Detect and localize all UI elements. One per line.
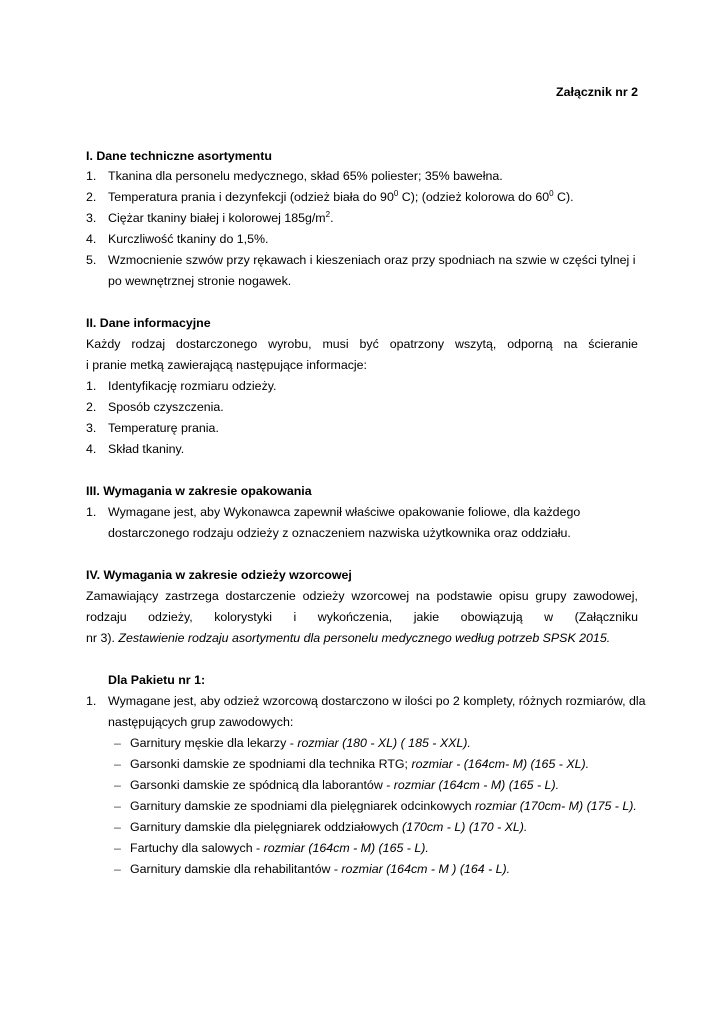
item-text: Temperaturę prania.: [108, 421, 219, 435]
dash-item-text: [130, 841, 429, 856]
item-number: 4.: [86, 232, 97, 246]
section-3-title: III. Wymagania w zakresie opakowania: [86, 484, 312, 498]
text-part: Fartuchy dla salowych -: [130, 841, 264, 855]
item-number: 2.: [86, 190, 97, 204]
dash-item-text: [130, 820, 527, 835]
dash-item-text: [130, 778, 559, 793]
word: rodzaj: [131, 337, 166, 351]
item-text: [108, 190, 574, 205]
word: być: [359, 337, 379, 351]
text-part: .: [330, 211, 334, 225]
attachment-label: Załącznik nr 2: [556, 85, 638, 99]
italic-text: rozmiar - (164cm- M) (165 - XL).: [411, 757, 590, 771]
text-part: Ciężar tkaniny białej i kolorowej 185g/m: [108, 211, 326, 225]
item-number: 1.: [86, 379, 97, 393]
italic-text: rozmiar (164cm - M) (165 - L).: [263, 841, 429, 855]
word: Zamawiający: [86, 589, 159, 603]
word: odzieży: [302, 589, 345, 603]
text-part: Garnitury damskie dla rehabilitantów -: [130, 862, 342, 876]
item-text: Identyfikację rozmiaru odzieży.: [108, 379, 277, 393]
s2-intro-line-1: [86, 337, 638, 352]
dash-bullet: –: [114, 799, 121, 813]
item-text: Wymagane jest, aby odzież wzorcową dostarczono w ilości po 2 komplety, różnych rozmiarów, dla: [108, 694, 646, 708]
word: grupy: [535, 589, 567, 603]
word: dostarczonego: [175, 337, 258, 351]
dash-bullet: –: [114, 757, 121, 771]
word: kolorystyki: [214, 610, 273, 624]
item-number: 3.: [86, 421, 97, 435]
text-part: Garnitury damskie dla pielęgniarek oddziałowych: [130, 820, 403, 834]
italic-text: rozmiar (170cm- M) (175 - L).: [475, 799, 637, 813]
word: rodzaju: [86, 610, 127, 624]
section-2-title: II. Dane informacyjne: [86, 316, 211, 330]
word: wykończenia,: [317, 610, 393, 624]
item-number: 3.: [86, 211, 97, 225]
item-number: 5.: [86, 253, 97, 267]
italic-text: rozmiar (164cm - M ) (164 - L).: [341, 862, 511, 876]
word: wzorcowej: [351, 589, 410, 603]
word: podstawie: [436, 589, 493, 603]
italic-text: rozmiar (164cm - M) (165 - L).: [393, 778, 560, 792]
item-number: 1.: [86, 694, 97, 708]
italic-text: Zestawienie rodzaju asortymentu dla personelu medycznego według potrzeb SPSK 2015.: [118, 631, 611, 645]
item-number: 4.: [86, 442, 97, 456]
item-number: 1.: [86, 169, 97, 183]
text-part: C).: [553, 190, 574, 204]
text-part: Garnitury damskie ze spodniami dla pielęgniarek odcinkowych: [130, 799, 476, 813]
item-text: Tkanina dla personelu medycznego, skład 65% poliester; 35% bawełna.: [108, 169, 503, 183]
word: Każdy: [86, 337, 121, 351]
italic-text: rozmiar (180 - XL) ( 185 - XXL).: [297, 736, 471, 750]
word: (Załączniku: [574, 610, 638, 624]
word: musi: [322, 337, 349, 351]
word: wyrobu,: [268, 337, 312, 351]
s4-paragraph-line-3: [86, 631, 638, 646]
word: dostarczenie: [225, 589, 296, 603]
word: odporną: [507, 337, 553, 351]
dash-bullet: –: [114, 841, 121, 855]
item-text: Skład tkaniny.: [108, 442, 185, 456]
item-text: dostarczonego rodzaju odzieży z oznaczeniem nazwiska użytkownika oraz oddziału.: [108, 526, 571, 540]
s4-paragraph-line-1: [86, 589, 638, 604]
item-number: 2.: [86, 400, 97, 414]
word: na: [563, 337, 578, 351]
dash-item-text: [130, 736, 471, 751]
item-text: Wymagane jest, aby Wykonawca zapewnił właściwe opakowanie foliowe, dla każdego: [108, 505, 581, 519]
item-text: następujących grup zawodowych:: [108, 715, 294, 729]
superscript: 2: [325, 210, 331, 219]
dash-bullet: –: [114, 736, 121, 750]
superscript: 0: [393, 189, 399, 198]
word: i: [293, 610, 297, 624]
text-part: nr 3).: [86, 631, 119, 645]
superscript: 0: [549, 189, 554, 198]
dash-item-text: [130, 862, 510, 877]
dash-item-text: [130, 799, 637, 814]
italic-text: (170cm - L) (170 - XL).: [402, 820, 528, 834]
word: w: [544, 610, 554, 624]
item-text: [108, 211, 334, 226]
word: jakie: [413, 610, 440, 624]
dash-item-text: [130, 757, 589, 772]
item-text: Sposób czyszczenia.: [108, 400, 224, 414]
text-part: Garsonki damskie ze spodniami dla technika RTG;: [130, 757, 412, 771]
text-part: Garnitury męskie dla lekarzy -: [130, 736, 298, 750]
item-text: Wzmocnienie szwów przy rękawach i kieszeniach oraz przy spodniach na szwie w części tylnej i: [108, 253, 636, 267]
word: na: [415, 589, 430, 603]
item-text: po wewnętrznej stronie nogawek.: [108, 274, 292, 288]
dash-bullet: –: [114, 820, 121, 834]
text-part: Garsonki damskie ze spódnicą dla laborantów -: [130, 778, 394, 792]
section-1-title: I. Dane techniczne asortymentu: [86, 149, 272, 163]
word: zastrzega: [165, 589, 219, 603]
word: ścieranie: [588, 337, 638, 351]
word: zawodowej,: [573, 589, 638, 603]
text-part: Temperatura prania i dezynfekcji (odzież biała do 90: [108, 190, 394, 204]
dash-bullet: –: [114, 862, 121, 876]
dash-bullet: –: [114, 778, 121, 792]
package-title-text: Dla Pakietu nr 1:: [108, 673, 206, 687]
s2-intro-line-2: i pranie metką zawierającą następujące informacje:: [86, 358, 367, 372]
word: obowiązują: [460, 610, 523, 624]
item-text: Kurczliwość tkaniny do 1,5%.: [108, 232, 269, 246]
word: opisu: [499, 589, 529, 603]
word: opatrzony: [389, 337, 445, 351]
s4-paragraph-line-2: [86, 610, 638, 625]
text-part: C); (odzież kolorowa do 60: [398, 190, 550, 204]
word: odzieży,: [148, 610, 193, 624]
word: wszytą,: [455, 337, 497, 351]
item-number: 1.: [86, 505, 97, 519]
section-4-title: IV. Wymagania w zakresie odzieży wzorcowej: [86, 568, 352, 582]
